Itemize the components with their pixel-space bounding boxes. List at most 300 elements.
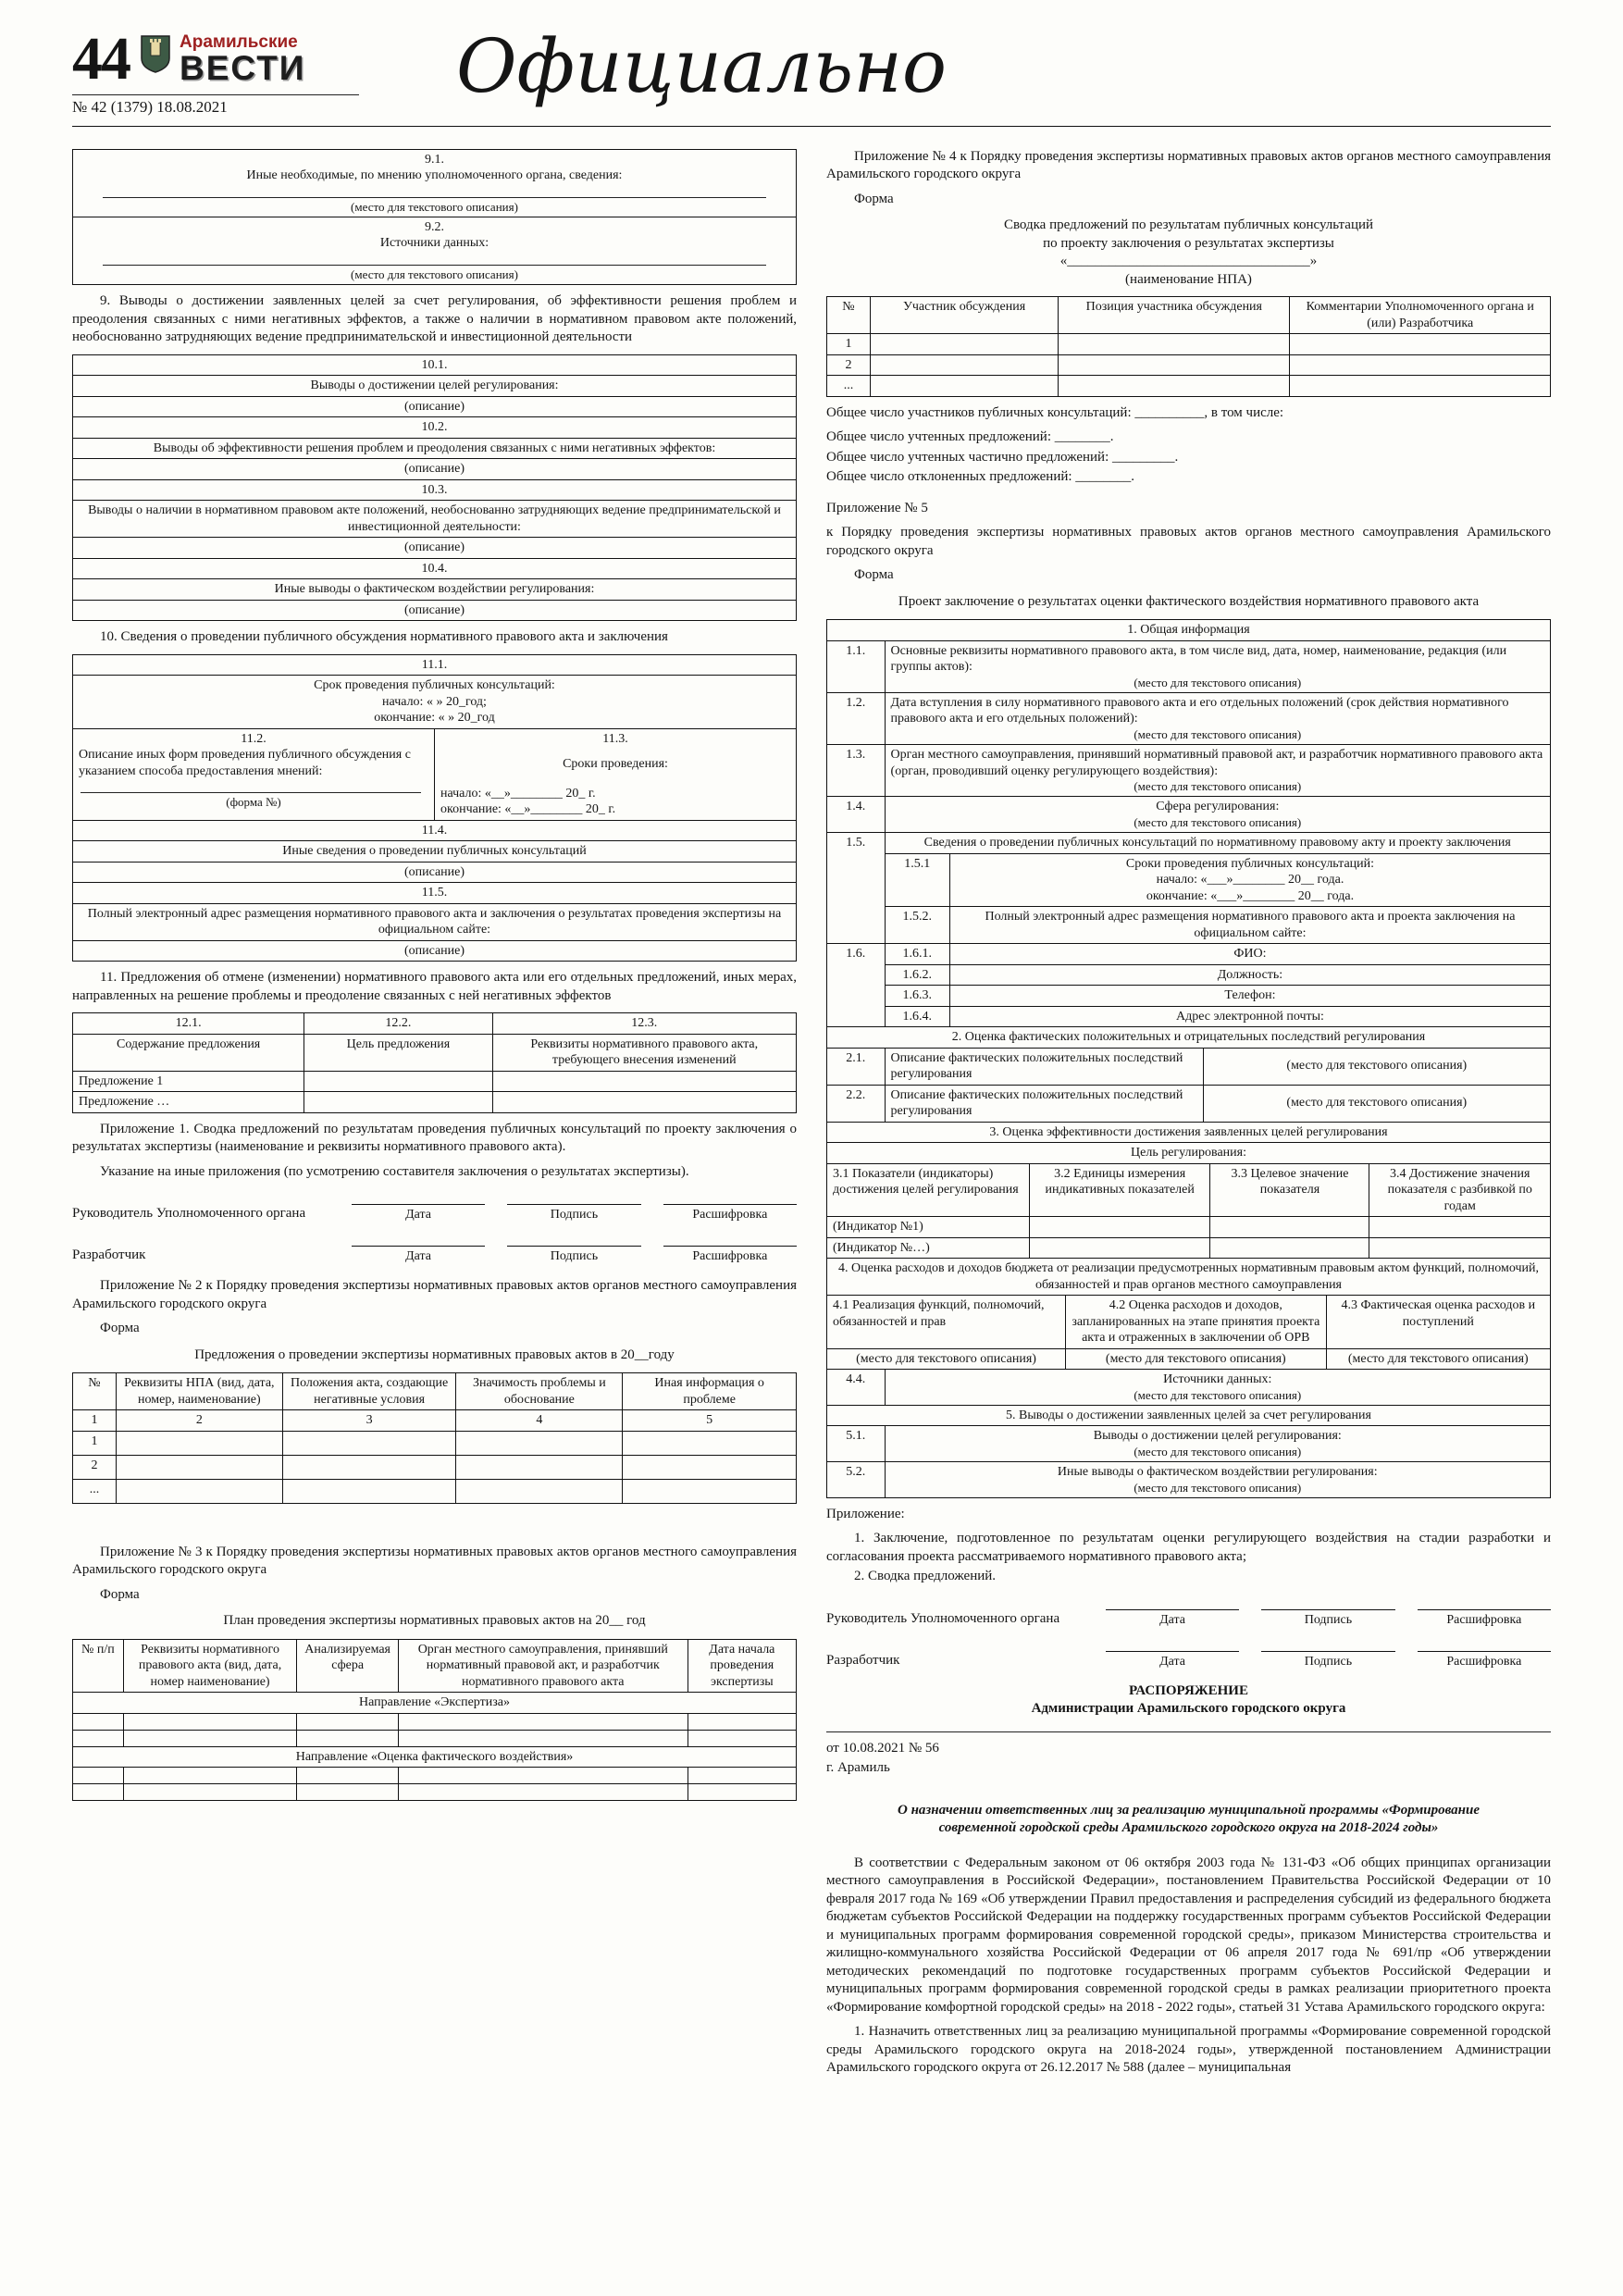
- item-number: 9.2.: [425, 219, 444, 234]
- empty-cell: [688, 1784, 796, 1801]
- section-header: 4. Оценка расходов и доходов бюджета от реализации предусмотренных нормативным правовым актом функций, полномочий, обязанностей и прав органов местного самоуправления: [827, 1259, 1551, 1296]
- col-header: 4.2 Оценка расходов и доходов, запланированных на этапе принятия проекта акта и отраженных в заключении об ОРВ: [1066, 1296, 1327, 1349]
- paragraph-10: 10. Сведения о проведении публичного обсуждения нормативного правового акта и заключения: [100, 629, 668, 645]
- col-header: Иная информация о проблеме: [623, 1373, 797, 1410]
- document-body-paragraph: В соответствии с Федеральным законом от 06 октября 2003 года № 131-ФЗ «Об общих принципах организации местного самоуправления в Российской Федерации», постановлением Правительства Российской Федерации от 10 февраля 2017 года № 169 «Об утверждении Правил предоставления и распределения субсидий из федерального бюджета бюджетам субъектов Российской Федерации на поддержку государственных программ субъектов Российской Федерации и муниципальных программ формирования современной городской среды», приказом Министерства строительства и жилищно-коммунального хозяйства Российской Федерации от 06 апреля 2017 года № 691/пр «Об утверждении методических рекомендаций по подготовке государственных программ субъектов Российской Федерации и муниципальных программ формирования современной городской среды в рамках реализации приоритетного проекта «Формирование комфортной городской среды» на 2018 - 2022 годы», статьей 31 Устава Арамильского городского округа:: [826, 1855, 1551, 2015]
- item-text: Описание фактических положительных последствий регулирования: [885, 1085, 1203, 1122]
- item-number: 1.6.2.: [885, 964, 949, 986]
- empty-cell: [870, 354, 1058, 376]
- empty-cell: [123, 1768, 297, 1784]
- term-start: начало: « » 20_год;: [382, 694, 487, 709]
- empty-cell: [123, 1784, 297, 1801]
- signature-date-label: Дата: [1159, 1654, 1186, 1669]
- table-11-consultations: [72, 654, 797, 962]
- signature-date-field: [352, 1235, 485, 1264]
- right-column: [826, 142, 1551, 2084]
- cell: [949, 853, 1550, 907]
- cell: [435, 728, 797, 820]
- signature-date-field: [1106, 1641, 1239, 1669]
- section-title: Официально: [455, 23, 948, 109]
- item-title: Выводы о наличии в нормативном правовом акте положений, необоснованно затрудняющих ведение предпринимательской и инвестиционной деятельности:: [73, 501, 797, 538]
- item-title: Выводы об эффективности решения проблем и преодоления связанных с ними негативных эффектов:: [73, 438, 797, 459]
- content-columns: [72, 142, 1551, 2084]
- signature-sign-field: [1261, 1599, 1394, 1628]
- rasporyazhenie-divider: [826, 1731, 1551, 1732]
- empty-cell: [297, 1730, 398, 1746]
- cell: [885, 745, 1550, 797]
- signature-role: Руководитель Уполномоченного органа: [72, 1206, 306, 1222]
- ofi-section-5: [826, 1369, 1551, 1498]
- section-header: 2. Оценка фактических положительных и отрицательных последствий регулирования: [827, 1027, 1551, 1049]
- section-header: 1. Общая информация: [827, 620, 1551, 641]
- totals-line: Общее число учтенных предложений: ________.: [826, 429, 1114, 445]
- empty-cell: [297, 1713, 398, 1730]
- item-number: 1.3.: [827, 745, 886, 797]
- item-number: 9.1.: [425, 152, 444, 167]
- item-number: 10.2.: [73, 417, 797, 439]
- item-number: 1.6.3.: [885, 986, 949, 1007]
- table-13-expertise-proposals: [72, 1372, 797, 1504]
- col-header: 3.4 Достижение значения показателя с разбивкой по годам: [1369, 1163, 1551, 1217]
- col-header: №: [827, 297, 871, 334]
- col-subheader: Цель предложения: [304, 1034, 492, 1071]
- empty-cell: [73, 1768, 124, 1784]
- brand-name: ВЕСТИ: [180, 48, 306, 87]
- col-header: 3.2 Единицы измерения индикативных показателей: [1029, 1163, 1210, 1217]
- empty-cell: [1059, 334, 1290, 355]
- document-body-paragraph: 1. Назначить ответственных лиц за реализацию муниципальной программы «Формирование современной городской среды Арамильского городского округа на 2018-2024 годы», утвержденной постановлением Администрации Арамильского городского округа от 26.12.2017 № 588 (далее – муниципальная: [826, 2024, 1551, 2076]
- empty-cell: [297, 1768, 398, 1784]
- masthead: [72, 23, 1551, 117]
- empty-cell: [116, 1479, 282, 1503]
- empty-cell: [688, 1730, 796, 1746]
- table-12-proposals: [72, 1012, 797, 1113]
- item-text: Орган местного самоуправления, принявший нормативный правовой акт, и разработчик нормативного правового акта (орган, проводивший оценку регулирующего воздействия):: [890, 748, 1543, 778]
- signature-sign-label: Подпись: [1304, 1654, 1353, 1669]
- signature-name-label: Расшифровка: [1446, 1612, 1522, 1627]
- col-number: 2: [116, 1410, 282, 1432]
- signature-role: Разработчик: [72, 1247, 146, 1263]
- signature-row: [72, 1194, 797, 1222]
- term-end: окончание: «__»________ 20_ г.: [440, 802, 616, 817]
- signature-date-label: Дата: [1159, 1612, 1186, 1627]
- col-number: 3: [282, 1410, 456, 1432]
- place-caption: (место для текстового описания): [1326, 1348, 1550, 1370]
- item-title: Выводы о достижении целей регулирования:: [73, 376, 797, 397]
- item-number: 1.6.4.: [885, 1006, 949, 1027]
- item-text: Сроки проведения публичных консультаций:: [1125, 856, 1375, 871]
- cell: [885, 692, 1550, 744]
- item-number: 1.5.: [827, 833, 886, 944]
- item-text: Должность:: [949, 964, 1550, 986]
- signature-name-label: Расшифровка: [1446, 1654, 1522, 1669]
- place-caption: (место для текстового описания): [1134, 1387, 1302, 1402]
- col-header: Дата начала проведения экспертизы: [688, 1639, 796, 1693]
- empty-cell: [623, 1455, 797, 1479]
- empty-cell: [1059, 376, 1290, 397]
- issue-line: № 42 (1379) 18.08.2021: [72, 94, 359, 117]
- cell: [885, 797, 1550, 833]
- signature-line: [1418, 1641, 1551, 1652]
- empty-cell: [282, 1431, 456, 1455]
- signature-name-field: [663, 1194, 797, 1222]
- item-number: 1.5.1: [885, 853, 949, 907]
- empty-cell: [282, 1479, 456, 1503]
- item-title: Описание иных форм проведения публичного обсуждения с указанием способа предоставления мнений:: [79, 748, 411, 778]
- col-header: 3.1 Показатели (индикаторы) достижения целей регулирования: [827, 1163, 1030, 1217]
- form-label: Форма: [100, 1321, 140, 1336]
- desc-caption: (описание): [73, 538, 797, 559]
- empty-cell: [398, 1730, 688, 1746]
- table-10-conclusions: [72, 354, 797, 622]
- appendix-1-note: Приложение 1. Сводка предложений по результатам проведения публичных консультаций по проекту заключения о результатах экспертизы (наименование и реквизиты нормативного правового акта).: [72, 1121, 797, 1155]
- signature-line: [352, 1235, 485, 1247]
- term-end: окончание: «___»________ 20__ года.: [1146, 888, 1355, 903]
- signature-line: [1106, 1599, 1239, 1610]
- signature-sign-field: [507, 1235, 640, 1264]
- item-number: 11.2.: [241, 731, 266, 746]
- col-header: Позиция участника обсуждения: [1059, 297, 1290, 334]
- col-header: № п/п: [73, 1639, 124, 1693]
- ofi-report-title: Проект заключение о результатах оценки фактического воздействия нормативного правового акта: [898, 593, 1480, 609]
- form-label: Форма: [100, 1586, 140, 1602]
- document-city: г. Арамиль: [826, 1760, 890, 1776]
- document-subject: О назначении ответственных лиц за реализацию муниципальной программы «Формирование современной городской среды Арамильского городского округа на 2018-2024 годы»: [897, 1802, 1481, 1836]
- rasporyazhenie-title: РАСПОРЯЖЕНИЕ: [1129, 1682, 1248, 1698]
- signature-line: [663, 1235, 797, 1247]
- row-number: ...: [73, 1479, 117, 1503]
- item-text: Дата вступления в силу нормативного правового акта и его отдельных положений (срок действия нормативного правового акта и его отдельных положений):: [890, 695, 1509, 726]
- desc-caption: (описание): [73, 396, 797, 417]
- ofi-section-3: [826, 1122, 1551, 1260]
- signature-name-field: [1418, 1599, 1551, 1628]
- paragraph-9: 9. Выводы о достижении заявленных целей за счет регулирования, об эффективности решения проблем и преодоления связанных с ними негативных эффектов, а также о наличии в нормативном правовом акте положений, необоснованно затрудняющих ведение предпринимательской и инвестиционной деятельности: [72, 293, 797, 345]
- term-start: начало: «__»________ 20_ г.: [440, 786, 596, 800]
- item-number: 2.2.: [827, 1085, 886, 1122]
- place-caption: (место для текстового описания): [1134, 1480, 1302, 1495]
- desc-caption: (описание): [73, 600, 797, 621]
- ofi-section-4: [826, 1258, 1551, 1370]
- row-number: ...: [827, 376, 871, 397]
- empty-cell: [1210, 1217, 1369, 1238]
- item-number: 10.4.: [73, 558, 797, 579]
- item-text: Полный электронный адрес размещения нормативного правового акта и проекта заключения на официальном сайте:: [949, 907, 1550, 944]
- signature-line: [1261, 1641, 1394, 1652]
- item-number: 11.5.: [73, 883, 797, 904]
- col-header: Комментарии Уполномоченного органа и (или) Разработчика: [1290, 297, 1551, 334]
- cell: [73, 728, 435, 820]
- item-title: Сроки проведения:: [563, 757, 668, 772]
- item-text: Иные выводы о фактическом воздействии регулирования:: [1057, 1465, 1378, 1480]
- empty-cell: [456, 1455, 623, 1479]
- desc-caption: (описание): [73, 940, 797, 962]
- svod-subtitle: (наименование НПА): [1125, 271, 1252, 287]
- item-number: 10.3.: [73, 479, 797, 501]
- indicator-row: (Индикатор №…): [827, 1237, 1030, 1259]
- empty-cell: [1029, 1237, 1210, 1259]
- signature-line: [1418, 1599, 1551, 1610]
- col-header: Анализируемая сфера: [297, 1639, 398, 1693]
- left-column: [72, 142, 797, 1809]
- item-text: Выводы о достижении целей регулирования:: [1093, 1429, 1342, 1444]
- signature-name-field: [663, 1235, 797, 1264]
- direction-row: Направление «Оценка фактического воздействия»: [73, 1746, 797, 1768]
- signature-row: [826, 1599, 1551, 1628]
- col-subheader: Реквизиты нормативного правового акта, требующего внесения изменений: [492, 1034, 796, 1071]
- signature-role: Разработчик: [826, 1653, 900, 1669]
- place-caption: (место для текстового описания): [827, 1348, 1066, 1370]
- col-header: 12.3.: [492, 1013, 796, 1035]
- signature-name-field: [1418, 1641, 1551, 1669]
- row-number: 1: [73, 1431, 117, 1455]
- signature-name-label: Расшифровка: [692, 1208, 768, 1222]
- empty-cell: [73, 1784, 124, 1801]
- item-text: Телефон:: [949, 986, 1550, 1007]
- empty-cell: [123, 1730, 297, 1746]
- item-number: 5.1.: [827, 1426, 886, 1462]
- empty-cell: [123, 1713, 297, 1730]
- col-number: 4: [456, 1410, 623, 1432]
- svod-title-line1: Сводка предложений по результатам публичных консультаций: [1003, 217, 1374, 233]
- item-text: Источники данных:: [1163, 1372, 1272, 1387]
- signature-date-field: [1106, 1599, 1239, 1628]
- coat-of-arms-icon: [139, 33, 172, 79]
- col-header: Орган местного самоуправления, принявший нормативный правовой акт, и разработчик нормативного правового акта: [398, 1639, 688, 1693]
- item-number: 1.6.: [827, 944, 886, 1027]
- item-number: 11.3.: [602, 731, 628, 746]
- term-start: начало: «___»________ 20__ года.: [1156, 873, 1344, 887]
- item-number: 11.4.: [73, 820, 797, 841]
- signature-sign-label: Подпись: [550, 1249, 599, 1264]
- row-number: 2: [73, 1455, 117, 1479]
- col-header: Реквизиты НПА (вид, дата, номер, наименование): [116, 1373, 282, 1410]
- form-label: Форма: [854, 191, 894, 206]
- item-text: Сведения о проведении публичных консультаций по нормативному правовому акту и проекту заключения: [885, 833, 1550, 854]
- signature-row: [826, 1641, 1551, 1669]
- empty-cell: [1029, 1217, 1210, 1238]
- empty-cell: [398, 1784, 688, 1801]
- form-label: Форма: [854, 567, 894, 583]
- col-header: Реквизиты нормативного правового акта (вид, дата, номер наименование): [123, 1639, 297, 1693]
- cell: [885, 1370, 1550, 1406]
- cell: Предложение …: [73, 1092, 304, 1113]
- place-caption: (место для текстового описания): [1134, 675, 1302, 689]
- empty-cell: [1290, 334, 1551, 355]
- term-end: окончание: « » 20_год: [374, 711, 495, 726]
- empty-cell: [282, 1455, 456, 1479]
- signature-line: [352, 1194, 485, 1205]
- place-caption: (место для текстового описания): [1134, 1444, 1302, 1458]
- empty-cell: [688, 1713, 796, 1730]
- empty-cell: [1369, 1237, 1551, 1259]
- empty-cell: [492, 1071, 796, 1092]
- section-header: 3. Оценка эффективности достижения заявленных целей регулирования: [827, 1122, 1551, 1143]
- section-header: 5. Выводы о достижении заявленных целей за счет регулирования: [827, 1405, 1551, 1426]
- totals-line: Общее число участников публичных консультаций: __________, в том числе:: [826, 404, 1284, 420]
- cell: [73, 676, 797, 729]
- empty-cell: [456, 1479, 623, 1503]
- totals-line: Общее число отклоненных предложений: ________.: [826, 469, 1135, 485]
- row-number: 2: [827, 354, 871, 376]
- page-number: 44: [72, 25, 130, 93]
- empty-cell: [73, 1730, 124, 1746]
- masthead-brand-block: [72, 25, 359, 117]
- empty-cell: [116, 1455, 282, 1479]
- header-divider: [72, 126, 1551, 127]
- appendix-5-label: Приложение № 5: [826, 500, 928, 515]
- item-number: 1.1.: [827, 640, 886, 692]
- empty-cell: [1290, 376, 1551, 397]
- empty-cell: [1290, 354, 1551, 376]
- signature-date-field: [352, 1194, 485, 1222]
- document-date: от 10.08.2021 № 56: [826, 1740, 939, 1756]
- ofi-section-2: [826, 1026, 1551, 1123]
- empty-cell: [456, 1431, 623, 1455]
- cell: [885, 640, 1550, 692]
- empty-cell: [304, 1092, 492, 1113]
- col-header: №: [73, 1373, 117, 1410]
- place-caption: (место для текстового описания): [1134, 726, 1302, 741]
- item-text: ФИО:: [949, 944, 1550, 965]
- empty-cell: [623, 1431, 797, 1455]
- place-caption: (место для текстового описания): [1134, 779, 1302, 794]
- blank-line: [103, 254, 766, 266]
- item-number: 10.1.: [73, 354, 797, 376]
- cell: Предложение 1: [73, 1071, 304, 1092]
- item-title: Иные выводы о фактическом воздействии регулирования:: [73, 579, 797, 601]
- signature-line: [1106, 1641, 1239, 1652]
- table-14-title: План проведения экспертизы нормативных правовых актов на 20__ год: [223, 1613, 646, 1629]
- item-number: 1.4.: [827, 797, 886, 833]
- table-9-additional-info: [72, 149, 797, 286]
- item-text: Основные реквизиты нормативного правового акта, в том числе вид, дата, номер, наименование, редакция (или группы актов):: [890, 643, 1507, 675]
- item-title: Иные сведения о проведении публичных консультаций: [73, 841, 797, 863]
- item-title: Источники данных:: [379, 236, 489, 251]
- cell: [885, 1426, 1550, 1462]
- signature-name-label: Расшифровка: [692, 1249, 768, 1264]
- empty-cell: [304, 1071, 492, 1092]
- col-subheader: Содержание предложения: [73, 1034, 304, 1071]
- empty-cell: [492, 1092, 796, 1113]
- col-header: 4.3 Фактическая оценка расходов и поступлений: [1326, 1296, 1550, 1349]
- item-number: 2.1.: [827, 1048, 886, 1085]
- col-number: 5: [623, 1410, 797, 1432]
- desc-caption: (описание): [73, 862, 797, 883]
- signature-line: [663, 1194, 797, 1205]
- signature-date-label: Дата: [405, 1249, 432, 1264]
- place-caption: (место для текстового описания): [351, 199, 518, 214]
- item-text: Описание фактических положительных последствий регулирования: [885, 1048, 1203, 1085]
- place-caption: (место для текстового описания): [1203, 1085, 1550, 1122]
- desc-caption: (описание): [73, 459, 797, 480]
- attachments-label: Приложение:: [826, 1506, 905, 1521]
- ofi-report-table: [826, 619, 1551, 1498]
- other-appendices-note: Указание на иные приложения (по усмотрению составителя заключения о результатах экспертизы).: [100, 1163, 689, 1179]
- empty-cell: [870, 376, 1058, 397]
- table-14-expertise-plan: [72, 1639, 797, 1802]
- signature-line: [507, 1194, 640, 1205]
- item-number: 4.4.: [827, 1370, 886, 1406]
- item-number: 1.2.: [827, 692, 886, 744]
- signature-sign-label: Подпись: [1304, 1612, 1353, 1627]
- appendix-2-heading: Приложение № 2 к Порядку проведения экспертизы нормативных правовых актов органов местного самоуправления Арамильского городского округа: [72, 1278, 797, 1311]
- ofi-section-1: [826, 619, 1551, 1027]
- table-13-title: Предложения о проведении экспертизы нормативных правовых актов в 20__году: [194, 1347, 675, 1362]
- cell: [73, 217, 797, 284]
- empty-cell: [297, 1784, 398, 1801]
- empty-cell: [870, 334, 1058, 355]
- signature-sign-field: [1261, 1641, 1394, 1669]
- attachment-item: 2. Сводка предложений.: [854, 1569, 997, 1584]
- place-caption: (место для текстового описания): [1134, 814, 1302, 829]
- svod-blank-line: «___________________________________»: [1059, 254, 1318, 269]
- row-number: 1: [827, 334, 871, 355]
- goal-row: Цель регулирования:: [827, 1143, 1551, 1164]
- signature-line: [507, 1235, 640, 1247]
- col-header: 12.2.: [304, 1013, 492, 1035]
- empty-cell: [73, 1713, 124, 1730]
- appendix-4-heading: Приложение № 4 к Порядку проведения экспертизы нормативных правовых актов органов местного самоуправления Арамильского городского округа: [826, 148, 1551, 182]
- signature-line: [1261, 1599, 1394, 1610]
- rasporyazhenie-subtitle: Администрации Арамильского городского округа: [1031, 1701, 1346, 1717]
- col-header: 3.3 Целевое значение показателя: [1210, 1163, 1369, 1217]
- col-number: 1: [73, 1410, 117, 1432]
- spacer: [72, 1511, 797, 1537]
- cell: [73, 149, 797, 217]
- item-number: 1.5.2.: [885, 907, 949, 944]
- col-header: Участник обсуждения: [870, 297, 1058, 334]
- col-header: 4.1 Реализация функций, полномочий, обязанностей и прав: [827, 1296, 1066, 1349]
- empty-cell: [116, 1431, 282, 1455]
- place-caption: (место для текстового описания): [1066, 1348, 1327, 1370]
- place-caption: (место для текстового описания): [1203, 1048, 1550, 1085]
- form-number-caption: (форма №): [226, 795, 281, 810]
- empty-cell: [398, 1713, 688, 1730]
- item-title: Иные необходимые, по мнению уполномоченного органа, сведения:: [246, 168, 623, 183]
- attachment-item: 1. Заключение, подготовленное по результатам оценки регулирующего воздействия на стадии разработки и согласования проекта рассматриваемого нормативного правового акта;: [826, 1531, 1551, 1564]
- indicator-row: (Индикатор №1): [827, 1217, 1030, 1238]
- paragraph-11: 11. Предложения об отмене (изменении) нормативного правового акта или его отдельных предложений, иных мерах, направленных на решение проблемы и преодоление связанных с ней негативных эффектов: [72, 970, 797, 1003]
- empty-cell: [623, 1479, 797, 1503]
- item-title: Срок проведения публичных консультаций:: [314, 678, 555, 693]
- item-number: 11.1.: [73, 654, 797, 676]
- signature-row: [72, 1235, 797, 1264]
- item-text: Сфера регулирования:: [1156, 800, 1280, 814]
- empty-cell: [688, 1768, 796, 1784]
- totals-line: Общее число учтенных частично предложений: _________.: [826, 449, 1179, 465]
- appendix-5-heading: к Порядку проведения экспертизы нормативных правовых актов органов местного самоуправления Арамильского городского округа: [826, 525, 1551, 558]
- col-header: Положения акта, создающие негативные условия: [282, 1373, 456, 1410]
- empty-cell: [1369, 1217, 1551, 1238]
- direction-row: Направление «Экспертиза»: [73, 1693, 797, 1714]
- appendix-3-heading: Приложение № 3 к Порядку проведения экспертизы нормативных правовых актов органов местного самоуправления Арамильского городского округа: [72, 1544, 797, 1578]
- signature-role: Руководитель Уполномоченного органа: [826, 1611, 1060, 1627]
- item-text: Адрес электронной почты:: [949, 1006, 1550, 1027]
- col-header: 12.1.: [73, 1013, 304, 1035]
- col-header: Значимость проблемы и обоснование: [456, 1373, 623, 1410]
- signature-sign-field: [507, 1194, 640, 1222]
- brand-region: Арамильские: [180, 32, 298, 52]
- cell: [885, 1462, 1550, 1498]
- item-number: 1.6.1.: [885, 944, 949, 965]
- blank-line: [103, 186, 766, 198]
- empty-cell: [398, 1768, 688, 1784]
- signature-date-label: Дата: [405, 1208, 432, 1222]
- item-title: Полный электронный адрес размещения нормативного правового акта и заключения о результатах проведения экспертизы на официальном сайте:: [73, 903, 797, 940]
- item-number: 5.2.: [827, 1462, 886, 1498]
- empty-cell: [1059, 354, 1290, 376]
- place-caption: (место для текстового описания): [351, 267, 518, 281]
